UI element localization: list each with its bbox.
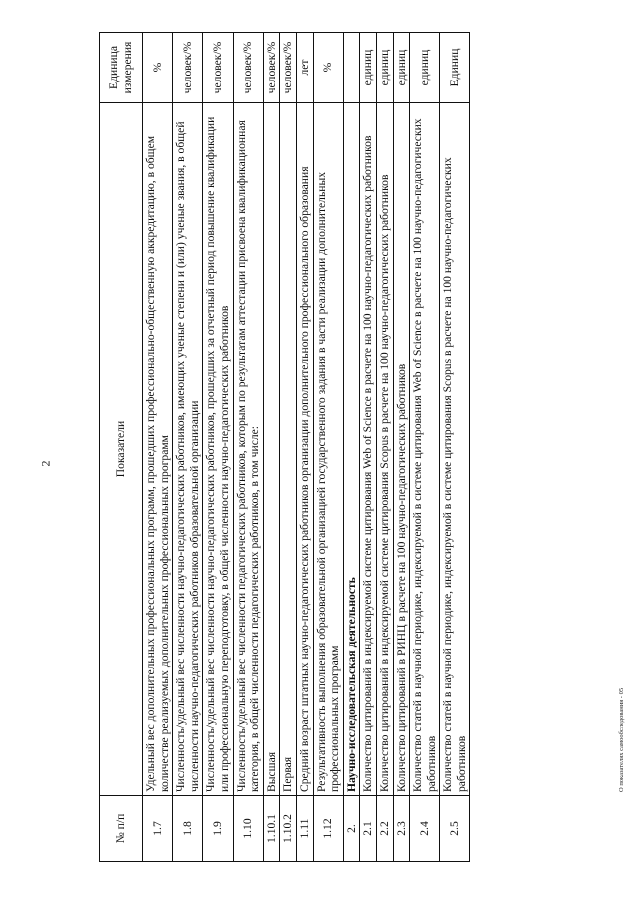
row-unit: человек/% bbox=[263, 33, 280, 103]
row-number: 1.12 bbox=[313, 796, 343, 862]
row-unit: человек/% bbox=[203, 33, 233, 103]
table-row bbox=[143, 33, 173, 862]
row-indicator-text: Удельный вес дополнительных профессиональных программ, прошедших профессионально-общественную аккредитацию, в общем количестве реализуемых дополнительных профессиональных программ bbox=[143, 103, 173, 796]
table-row bbox=[376, 33, 393, 862]
row-number: 2.3 bbox=[393, 796, 410, 862]
table-row bbox=[233, 33, 263, 862]
table-row bbox=[410, 33, 440, 862]
table-row bbox=[343, 33, 360, 862]
row-unit: лет bbox=[296, 33, 313, 103]
row-number: 1.7 bbox=[143, 796, 173, 862]
table-row bbox=[313, 33, 343, 862]
row-number: 1.10 bbox=[233, 796, 263, 862]
row-unit: % bbox=[313, 33, 343, 103]
row-indicator-text: Высшая bbox=[263, 103, 280, 796]
row-indicator-text: Количество статей в научной периодике, индексируемой в системе цитирования Scopus в расчете на 100 научно-педагогических работников bbox=[440, 103, 470, 796]
row-unit: единиц bbox=[376, 33, 393, 103]
row-indicator-text: Количество цитирований в РИНЦ в расчете на 100 научно-педагогических работников bbox=[393, 103, 410, 796]
row-unit: % bbox=[143, 33, 173, 103]
row-indicator-text: Первая bbox=[280, 103, 297, 796]
table-row bbox=[203, 33, 233, 862]
table-row bbox=[296, 33, 313, 862]
row-unit: единиц bbox=[360, 33, 377, 103]
row-number: 1.10.2 bbox=[280, 796, 297, 862]
row-number: 2.2 bbox=[376, 796, 393, 862]
table-row bbox=[263, 33, 280, 862]
row-unit: человек/% bbox=[233, 33, 263, 103]
row-unit: человек/% bbox=[173, 33, 203, 103]
row-indicator-text: Количество цитирований в индексируемой системе цитирования Scopus в расчете на 100 научно-педагогических работников bbox=[376, 103, 393, 796]
row-number: 1.10.1 bbox=[263, 796, 280, 862]
table-row bbox=[280, 33, 297, 862]
row-indicator-text: Результативность выполнения образовательной организацией государственного задания в части реализации дополнительных профессиональных программ bbox=[313, 103, 343, 796]
row-indicator-text: Численность/удельный вес численности педагогических работников, которым по результатам аттестации присвоена квалификационная категория, в общей численности педагогических работников, в том числе: bbox=[233, 103, 263, 796]
row-indicator-text: Количество цитирований в индексируемой системе цитирования Web of Science в расчете на 100 научно-педагогических работников bbox=[360, 103, 377, 796]
row-number: 2.4 bbox=[410, 796, 440, 862]
header-unit: Единица измерения bbox=[100, 33, 143, 103]
row-indicator-text: Научно-исследовательская деятельность bbox=[343, 103, 360, 796]
row-number: 1.9 bbox=[203, 796, 233, 862]
row-number: 2. bbox=[343, 796, 360, 862]
table-row bbox=[440, 33, 470, 862]
row-indicator-text: Средний возраст штатных научно-педагогических работников организации дополнительного профессионального образования bbox=[296, 103, 313, 796]
table-row bbox=[393, 33, 410, 862]
indicators-table bbox=[99, 32, 618, 862]
row-number: 1.11 bbox=[296, 796, 313, 862]
header-indicator: Показатели bbox=[100, 103, 143, 796]
table-row bbox=[360, 33, 377, 862]
footer-note: О показателях самообследования - 05 bbox=[618, 687, 625, 792]
header-num: № п/п bbox=[100, 796, 143, 862]
row-unit: единиц bbox=[410, 33, 440, 103]
page-number: 2 bbox=[38, 460, 53, 467]
row-number: 2.5 bbox=[440, 796, 470, 862]
table-header-row bbox=[100, 33, 143, 862]
row-unit: Единиц bbox=[440, 33, 470, 103]
row-number: 1.8 bbox=[173, 796, 203, 862]
row-unit: единиц bbox=[393, 33, 410, 103]
row-number: 2.1 bbox=[360, 796, 377, 862]
table-row bbox=[173, 33, 203, 862]
row-indicator-text: Количество статей в научной периодике, индексируемой в системе цитирования Web of Science в расчете на 100 научно-педагогических работников bbox=[410, 103, 440, 796]
row-unit: человек/% bbox=[280, 33, 297, 103]
row-indicator-text: Численность/удельный вес численности научно-педагогических работников, имеющих ученые степени и (или) ученые звания, в общей численности научно-педагогических работников образовательной организации bbox=[173, 103, 203, 796]
row-indicator-text: Численность/удельный вес численности научно-педагогических работников, прошедших за отчетный период повышение квалификации или профессиональную переподготовку, в общей численности научно-педагогических работников bbox=[203, 103, 233, 796]
row-unit bbox=[343, 33, 360, 103]
